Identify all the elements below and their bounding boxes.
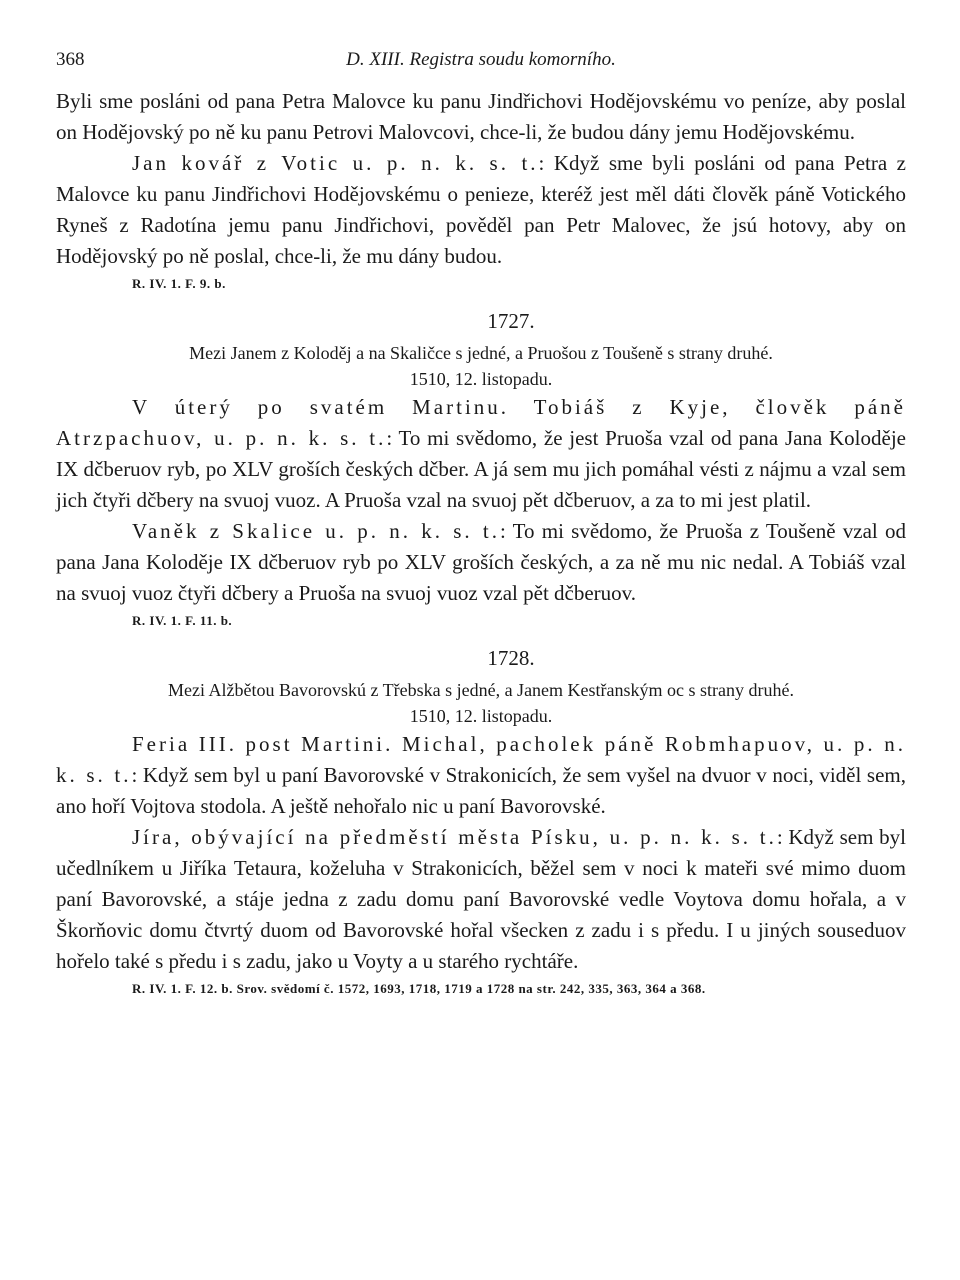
testimony-paragraph xyxy=(56,822,906,977)
testimony-text: : Když sem byl učedlníkem u Jiříka Tetaura, koželuha v Strakonicích, běžel sem v noci k mateři své mimo duom paní Bavorovské, a stáje jedna z zadu domu paní Bavorovské vedle Voytova domu hořala, a v Škorňovic domu čtvrtý duom od Bavorovské hořal všecken z zadu i s předu. I u jiných souseduov hořelo také s předu i s zadu, jako u Voyty a u starého rychtáře. xyxy=(56,825,907,973)
document-number: 1727. xyxy=(487,309,535,333)
document-parties: Mezi Janem z Koloděj a na Skaličce s jedné, a Pruošou z Toušeně s strany druhé. xyxy=(189,343,773,363)
testimony-text: : Když sme byli posláni od pana Petra z Malovce ku panu Jindřichovi Hodějovskému o penieze, kteréž jest měl dáti člověk páně Votického Ryneš z Radotína jemu panu Jindřichovi, pověděl pan Petr Malovec, že jsú hotovy, aby on Hodějovský po ně poslal, chce-li, že mu dány budou. xyxy=(56,151,906,268)
archive-reference: R. IV. 1. F. 9. b. xyxy=(132,276,226,291)
running-title: D. XIII. Registra soudu komorního. xyxy=(346,49,616,70)
testimony-speaker: V úterý po svatém Martinu. Tobiáš z Kyje, člověk páně Atrzpachuov, u. p. n. k. s. t. xyxy=(56,395,906,450)
testimony-paragraph xyxy=(56,729,906,822)
document-date: 1510, 12. listopadu. xyxy=(409,369,553,389)
testimony-speaker: Vaněk z Skalice u. p. n. k. s. t. xyxy=(132,519,500,543)
running-head xyxy=(56,40,906,80)
testimony-paragraph xyxy=(56,392,906,516)
testimony-paragraph xyxy=(56,148,906,272)
testimony-speaker: Feria III. post Martini. Michal, pacholek páně Robmhapuov, u. p. n. k. s. t. xyxy=(56,732,906,787)
page-number: 368 xyxy=(56,49,85,70)
testimony-text: : To mi svědomo, že jest Pruoša vzal od pana Jana Koloděje IX dčberuov ryb, po XLV groších českých dčber. A já sem mu jich pomáhal vésti z nájmu a vzal sem jich čtyři dčbery na svuoj vuoz. A Pruoša vzal na svuoj pět dčberuov, a za to mi jest platil. xyxy=(56,426,906,512)
intro-text: Byli sme posláni od pana Petra Malovce ku panu Jindřichovi Hodějovskému vo peníze, aby poslal on Hodějovský po ně ku panu Petrovi Malovcovi, chce-li, že budou dány jemu Hodějovskému. xyxy=(56,89,906,144)
intro-paragraph xyxy=(56,86,906,148)
document-date: 1510, 12. listopadu. xyxy=(409,706,553,726)
document-page xyxy=(56,40,906,1001)
testimony-text: : To mi svědomo, že Pruoša z Toušeně vzal od pana Jana Koloděje IX dčberuov ryb po XLV groších českých, a za ně mu nic nedal. A Tobiáš vzal na svuoj vuoz čtyři dčbery a Pruoša na svuoj vuoz vzal pět dčberuov. xyxy=(56,519,906,605)
testimony-text: : Když sem byl u paní Bavorovské v Strakonicích, že sem vyšel na dvuor v noci, viděl sem, ano hoří Vojtova stodola. A ještě nehořalo nic u paní Bavorovské. xyxy=(56,763,906,818)
testimony-paragraph xyxy=(56,516,906,609)
archive-reference: R. IV. 1. F. 12. b. Srov. svědomí č. 1572, 1693, 1718, 1719 a 1728 na str. 242, 335, 363, 364 a 368. xyxy=(132,981,706,996)
document-parties: Mezi Alžbětou Bavorovskú z Třebska s jedné, a Janem Kestřanským oc s strany druhé. xyxy=(167,680,794,700)
testimony-speaker: Jan kovář z Votic u. p. n. k. s. t. xyxy=(132,151,539,175)
testimony-speaker: Jíra, obývající na předměstí města Písku, u. p. n. k. s. t. xyxy=(132,825,777,849)
archive-reference: R. IV. 1. F. 11. b. xyxy=(132,613,233,628)
document-number: 1728. xyxy=(487,646,535,670)
